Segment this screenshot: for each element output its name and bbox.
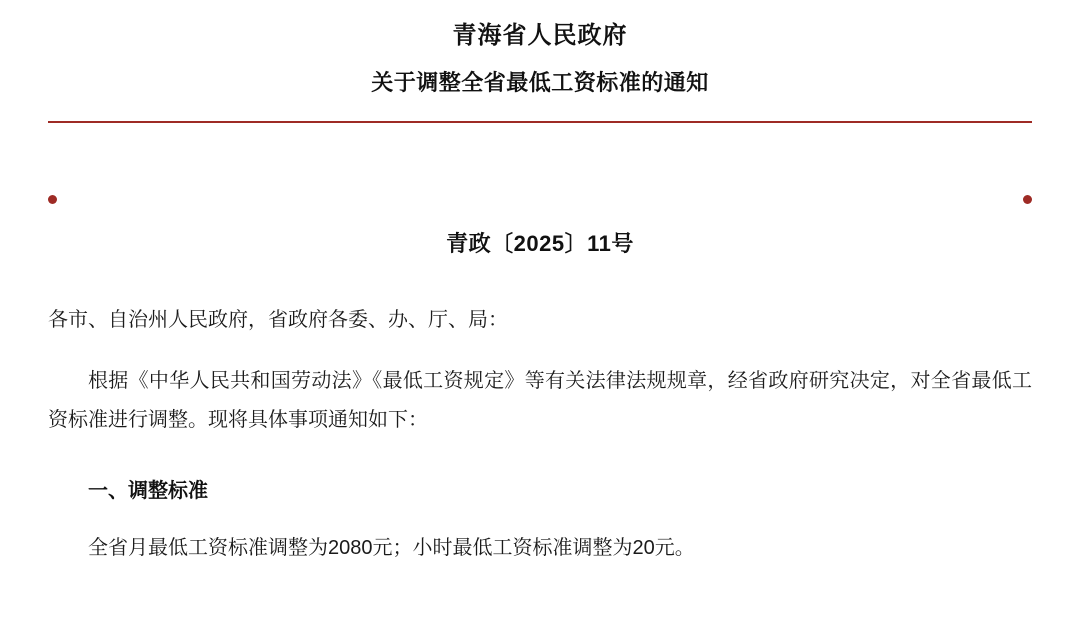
document-header xyxy=(48,0,1032,123)
document-title: 关于调整全省最低工资标准的通知 xyxy=(371,70,709,95)
issuing-organization-title: 青海省人民政府 xyxy=(452,22,628,49)
document-recipient-line: 各市、自治州人民政府，省政府各委、办、厅、局： xyxy=(48,309,508,331)
left-dot-marker xyxy=(48,195,57,204)
document-number: 青政〔2025〕11号 xyxy=(446,231,634,256)
header-divider-rule xyxy=(48,121,1032,123)
section-heading-1: 一、调整标准 xyxy=(88,480,208,502)
section-body-1: 全省月最低工资标准调整为2080元；小时最低工资标准调整为20元。 xyxy=(88,537,695,559)
document-paragraph-1: 根据《中华人民共和国劳动法》《最低工资规定》等有关法律法规规章，经省政府研究决定，对全省最低工资标准进行调整。现将具体事项通知如下： xyxy=(48,370,1032,431)
right-dot-marker xyxy=(1023,195,1032,204)
